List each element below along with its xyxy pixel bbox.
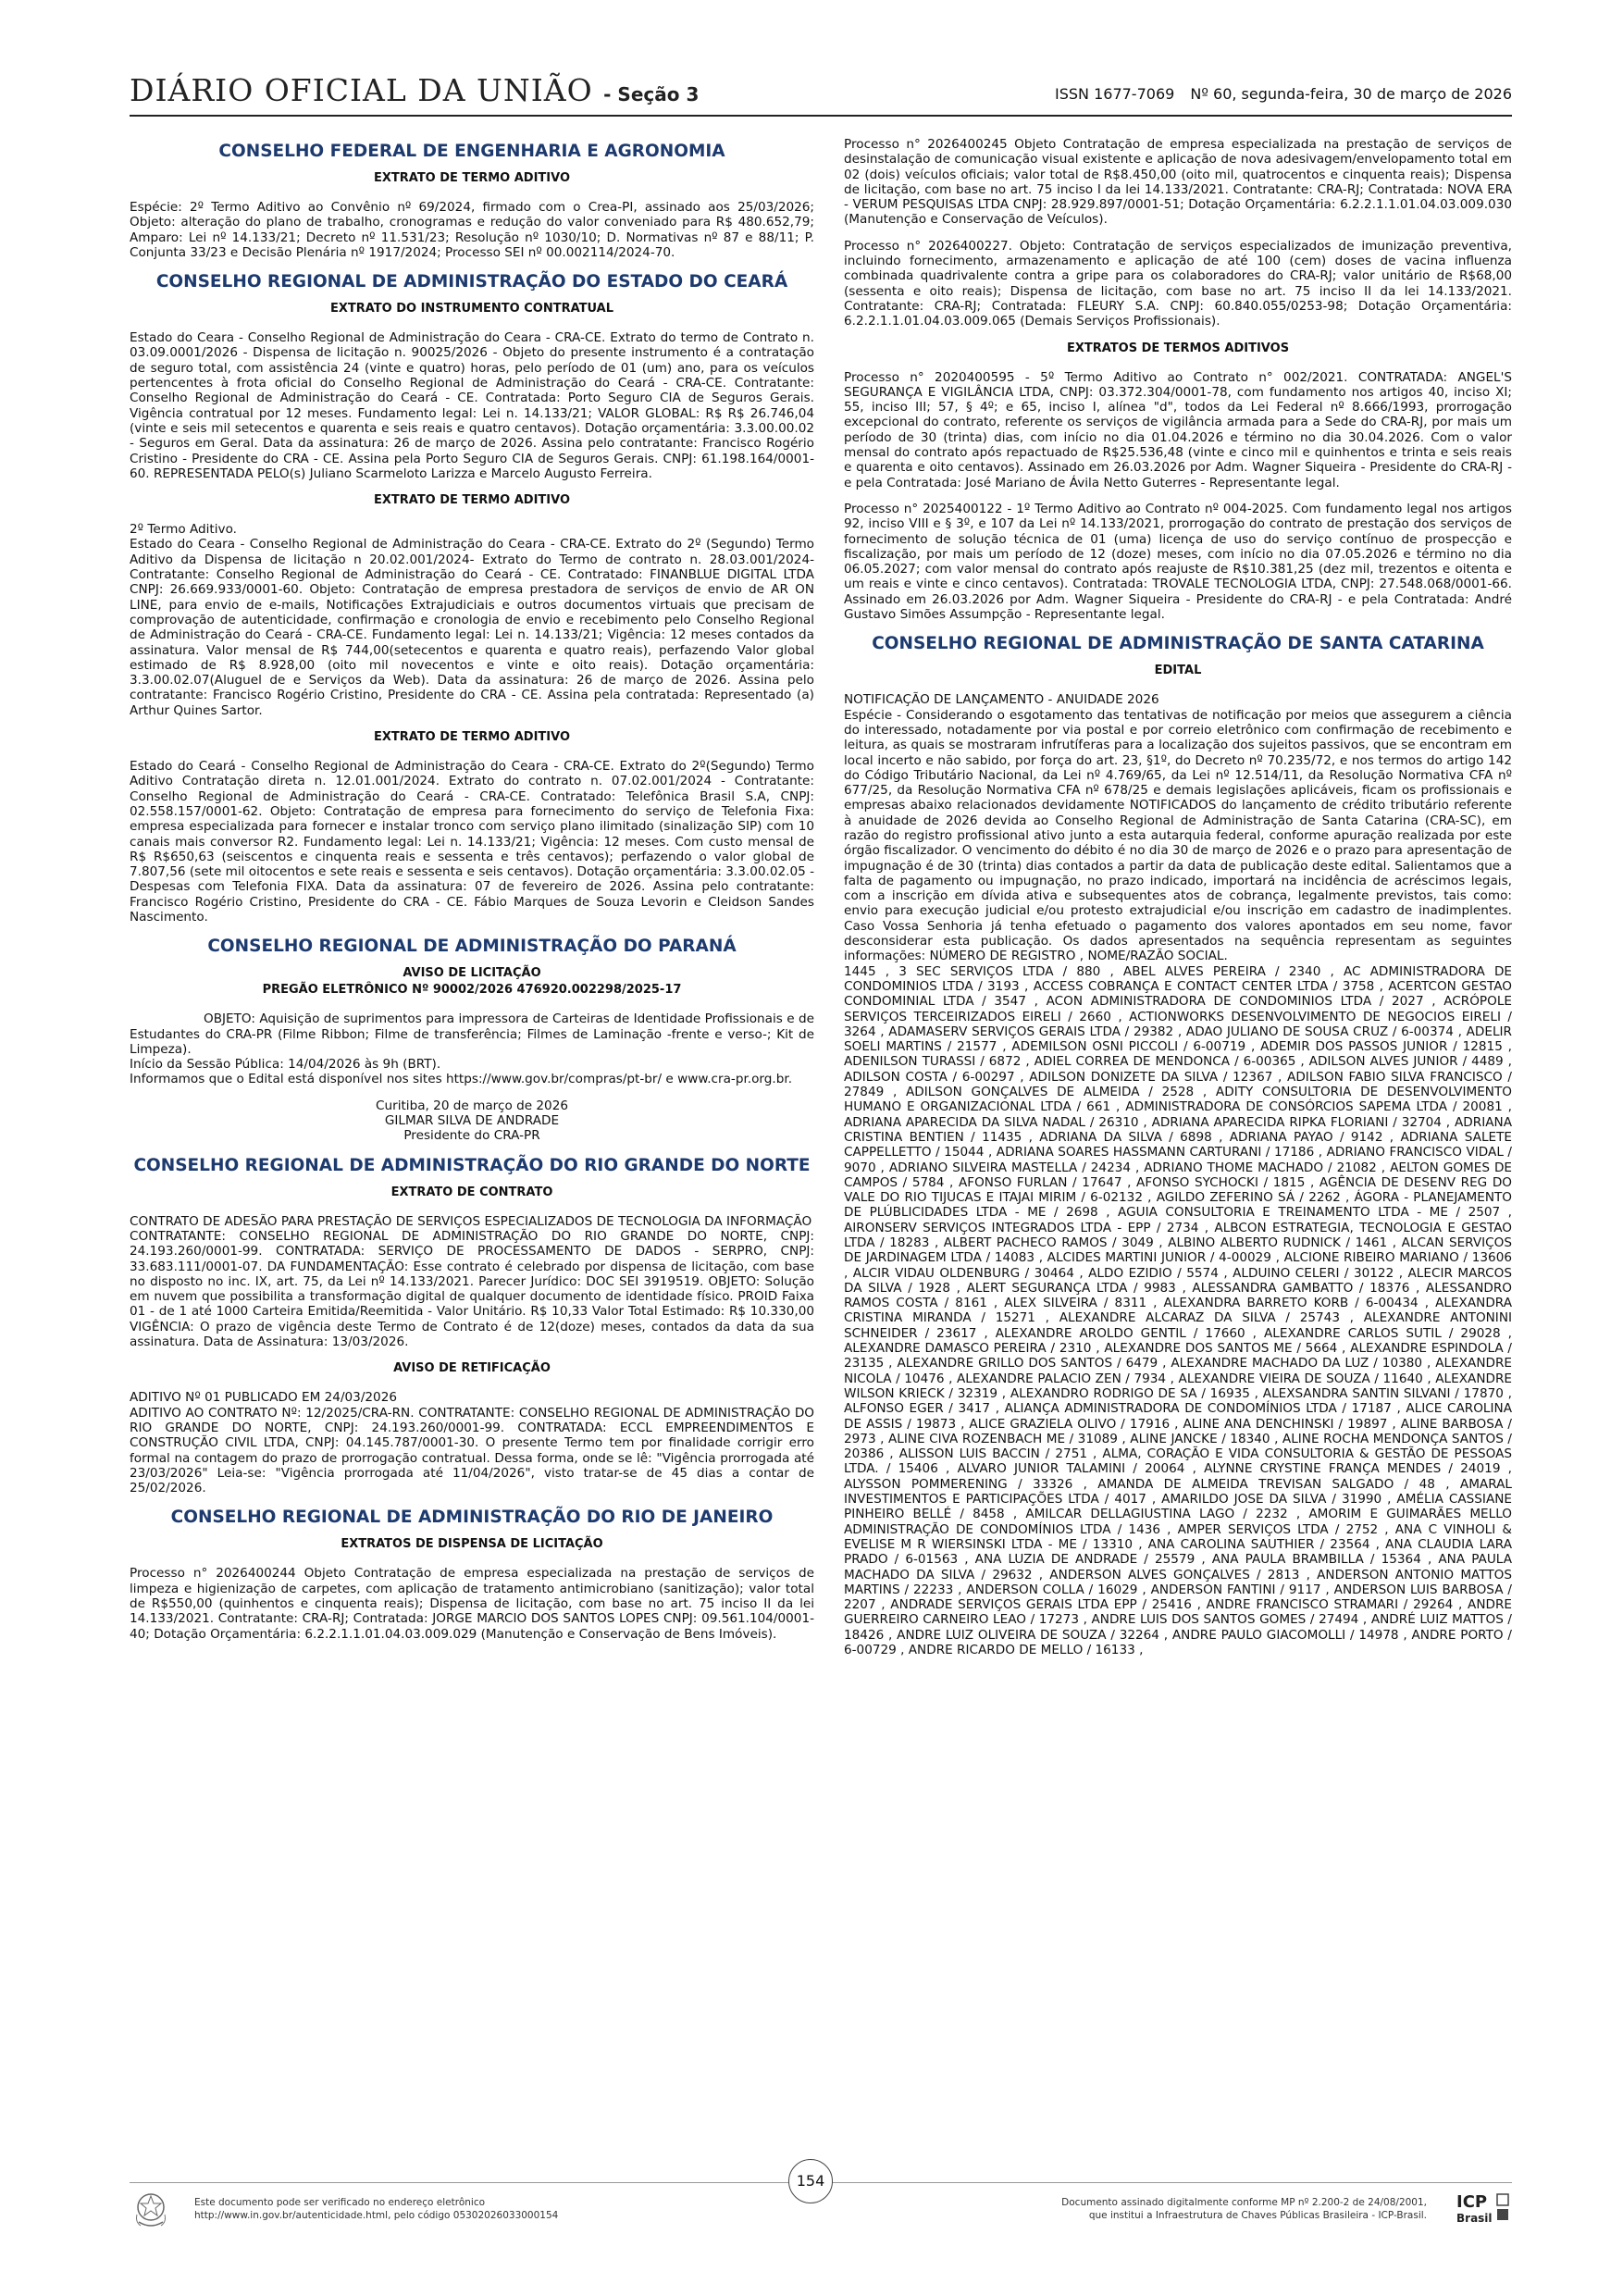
act-heading: EXTRATO DO INSTRUMENTO CONTRATUAL	[329, 302, 614, 316]
act-heading: EXTRATO DE CONTRATO	[390, 1185, 553, 1199]
act-text: OBJETO: Aquisição de suprimentos para impressora de Carteiras de Identidade Profissionais e de Estudantes do CRA-PR (Filme Ribbon; Filme de transferência; Filmes de Laminação -frente e verso-; Kit de Limpeza). Início da Sessão Pública: 14/04/2026 às 9h (BRT). Informamos que o Edital está disponível nos sites https://www.gov.br/compras/pt-br/ e www.cra-pr.org.br.	[130, 1011, 814, 1087]
org-heading: CONSELHO REGIONAL DE ADMINISTRAÇÃO DO RIO DE JANEIRO	[170, 1508, 774, 1528]
right-column	[844, 137, 1512, 2145]
page-number: 154	[788, 2159, 833, 2203]
act-text: Processo n° 2026400244 Objeto Contratação de empresa especializada na prestação de serviços de limpeza e higienização de carpetes, com aplicação de tratamento antimicrobiano (sanitização); valor total de R$550,00 (quinhentos e cinquenta reais); Dispensa de licitação, com base no art. 75 inciso II da lei 14.133/2021. Contratante: CRA-RJ; Contratada: JORGE MARCIO DOS SANTOS LOPES CNPJ: 09.561.104/0001-40; Dotação Orçamentária: 6.2.2.1.1.01.04.03.009.029 (Manutenção e Conservação de Bens Imóveis).	[130, 1566, 814, 1642]
act-text: Processo n° 2025400122 - 1º Termo Aditivo ao Contrato nº 004-2025. Com fundamento legal nos artigos 92, inciso VIII e § 3º, e 107 da Lei nº 14.133/2021, prorrogação do contrato de prestação dos serviços de fornecimento de solução técnica de 01 (uma) licença de uso do serviço contínuo de prospecção e fiscalização, por mais um período de 12 (doze) meses, com início no dia 07.05.2026 e término no dia 06.05.2027; com valor mensal do contrato após reajuste de R$10.381,25 (dez mil, trezentos e oitenta e um reais e vinte e cinco centavos). Contratada: TROVALE TECNOLOGIA LTDA, CNPJ: 27.548.068/0001-66. Assinado em 26.03.2026 por Adm. Wagner Siqueira - Presidente do CRA-RJ - e pela Contratada: André Gustavo Simões Assumpção - Representante legal.	[844, 501, 1512, 623]
act-heading: EXTRATO DE TERMO ADITIVO	[373, 171, 571, 185]
icp-label: ICP	[1456, 2192, 1488, 2212]
section-label: - Seção 3	[603, 83, 700, 105]
page-footer	[130, 2172, 1512, 2239]
act-heading: EDITAL	[1154, 664, 1202, 678]
publication-title	[130, 72, 699, 108]
act-text: Estado do Ceará - Conselho Regional de Administração do Ceara - CRA-CE. Extrato do 2º(Segundo) Termo Aditivo Contratação direta n. 12.01.001/2024. Extrato do contrato n. 07.02.001/2024 - Contratante: Conselho Regional de Administração do Ceará - CRA-CE. Contratado: Telefônica Brasil S.A, CNPJ: 02.558.157/0001-62. Objeto: Contratação de empresa para fornecimento do serviço de Telefonia Fixa: empresa especializada para fornecer e instalar tronco com serviço plano ilimitado (sinalização SIP) com 10 canais mais conversor R2. Fundamento legal: Lei n. 14.133/21; Vigência: 12 meses. Com custo mensal de R$ R$650,63 (seiscentos e cinquenta reais e sessenta e três centavos); perfazendo o valor global de 7.807,56 (sete mil oitocentos e sete reais e sessenta e seis centavos). Dotação orçamentária: 3.3.00.02.05 - Despesas com Telefonia FIXA. Data da assinatura: 07 de fevereiro de 2026. Assina pelo contratante: Francisco Rogério Cristino, Presidente do CRA - CE. Fábio Marques de Souza Levorin e Cleidson Sandes Nascimento.	[130, 759, 814, 925]
act-text: 2º Termo Aditivo. Estado do Ceara - Conselho Regional de Administração do Ceara - CRA-CE. Extrato do 2º (Segundo) Termo Aditivo da Dispensa de licitação n 20.02.001/2024- Extrato do Termo de contrato n. 28.03.001/2024- Contratante: Conselho Regional de Administração do Ceará - CE. Contratado: FINANBLUE DIGITAL LTDA CNPJ: 26.669.933/0001-60. Objeto: Contratação de empresa prestadora de serviços de envio de AR ON LINE, para envio de e-mails, Notificações Extrajudiciais e outros documentos virtuais que precisam de comprovação de autenticidade, confirmação e cronologia de envio e recebimento pelo Conselho Regional de Administração do Ceará - CRA-CE. Fundamento legal: Lei n. 14.133/21; Vigência: 12 meses contados da assinatura. Valor mensal de R$ 744,00(setecentos e quarenta e quatro reais), perfazendo Valor global estimado de R$ 8.928,00 (oito mil novecentos e vinte e oito reais). Dotação orçamentária: 3.3.00.02.07(Aluguel de e Serviços da Web). Data da assinatura: 26 de março de 2026. Assina pelo contratante: Francisco Rogério Cristino, Presidente do CRA - CE. Assina pela contratada: Representado (a) Arthur Quines Sartor.	[130, 522, 814, 718]
act-text: Processo n° 2026400245 Objeto Contratação de empresa especializada na prestação de serviços de desinstalação de comunicação visual existente e aplicação de nova adesivagem/envelopamento total em 02 (dois) veículos oficiais; valor total de R$8.450,00 (oito mil, quatrocentos e cinquenta reais); Dispensa de licitação, com base no art. 75 inciso I da lei 14.133/2021. Contratante: CRA-RJ; Contratada: NOVA ERA - VERUM PESQUISAS LTDA CNPJ: 28.929.897/0001-51; Dotação Orçamentária: 6.2.2.1.1.01.04.03.009.030 (Manutenção e Conservação de Veículos).	[844, 137, 1512, 228]
org-heading: CONSELHO REGIONAL DE ADMINISTRAÇÃO DO PARANÁ	[207, 937, 737, 957]
act-text: Estado do Ceara - Conselho Regional de Administração do Ceara - CRA-CE. Extrato do termo de Contrato n. 03.09.0001/2026 - Dispensa de licitação n. 90025/2026 - Objeto do presente instrumento é a contratação de seguro total, com assistência 24 (vinte e quatro) horas, pelo período de 01 (um) ano, para os veículos pertencentes à frota oficial do Conselho Regional de Administração do Ceará - CRA-CE. Contratante: Conselho Regional de Administração do Ceará - CE. Contratada: Porto Seguro CIA de Seguros Gerais. Vigência contratual por 12 meses. Fundamento legal: Lei n. 14.133/21; VALOR GLOBAL: R$ R$ 26.746,04 (vinte e seis mil setecentos e quarenta e seis reais e quatro centavos). Dotação orçamentária: 3.3.00.00.02 - Seguros em Geral. Data da assinatura: 26 de março de 2026. Assina pelo contratante: Francisco Rogério Cristino - Presidente do CRA - CE. Assina pela Porto Seguro CIA de Seguros Gerais. CNPJ: 61.198.164/0001-60. REPRESENTADA PELO(s) Juliano Scarmeloto Larizza e Marcelo Augusto Ferreira.	[130, 330, 814, 481]
act-text: Espécie: 2º Termo Aditivo ao Convênio nº 69/2024, firmado com o Crea-PI, assinado aos 25/03/2026; Objeto: alteração do plano de trabalho, cronogramas e redução do valor conveniado para R$ 480.652,79; Amparo: Lei nº 14.133/21; Decreto nº 11.531/23; Resolução nº 1030/10; D. Normativas nº 87 e 88/11; P. Conjunta 33/23 e Decisão Plenária nº 1917/2024; Processo SEI nº 00.002114/2024-70.	[130, 200, 814, 260]
block-cra-rn	[130, 1155, 814, 1496]
act-text: ADITIVO Nº 01 PUBLICADO EM 24/03/2026 ADITIVO AO CONTRATO Nº: 12/2025/CRA-RN. CONTRATANTE: CONSELHO REGIONAL DE ADMINISTRAÇÃO DO RIO GRANDE DO NORTE, CNPJ: 24.193.260/0001-99. CONTRATADA: ECCL EMPREENDIMENTOS E CONSTRUÇÃO CIVIL LTDA, CNPJ: 04.145.787/0001-30. O presente Termo tem por finalidade corrigir erro formal na contagem do prazo de prorrogação contratual. Dessa forma, onde se lê: "Vigência prorrogada até 23/03/2026" Leia-se: "Vigência prorrogada até 11/04/2026", visto tratar-se de 45 dias a contar de 25/02/2026.	[130, 1390, 814, 1496]
digital-signature-note: Documento assinado digitalmente conforme MP nº 2.200-2 de 24/08/2001, que institui a Infraestrutura de Chaves Públicas Brasileira - ICP-Brasil.	[1061, 2197, 1427, 2221]
act-heading: EXTRATO DE TERMO ADITIVO	[373, 730, 571, 745]
title-text: DIÁRIO OFICIAL DA UNIÃO	[130, 72, 593, 108]
block-cra-ce	[130, 271, 814, 925]
act-text: Processo n° 2026400227. Objeto: Contratação de serviços especializados de imunização preventiva, incluindo fornecimento, armazenamento e aplicação de até 100 (cem) doses de vacina influenza combinada quadrivalente contra a gripe para os colaboradores do CRA-RJ; valor unitário de R$68,00 (sessenta e oito reais); Dispensa de licitação, com base no art. 75 inciso II da lei 14.133/2021. Contratante: CRA-RJ; Contratada: FLEURY S.A. CNPJ: 60.840.055/0253-98; Dotação Orçamentária: 6.2.2.1.1.01.04.03.009.065 (Demais Serviços Profissionais).	[844, 238, 1512, 329]
org-heading: CONSELHO REGIONAL DE ADMINISTRAÇÃO DE SANTA CATARINA	[872, 634, 1484, 654]
act-heading: EXTRATO DE TERMO ADITIVO	[373, 493, 571, 508]
page-header	[130, 72, 1512, 117]
signature: Curitiba, 20 de março de 2026 GILMAR SILVA DE ANDRADE Presidente do CRA-PR	[376, 1098, 568, 1144]
act-heading: AVISO DE RETIFICAÇÃO	[393, 1361, 551, 1376]
icp-brasil-logo-icon	[1455, 2189, 1512, 2235]
org-heading: CONSELHO FEDERAL DE ENGENHARIA E AGRONOMIA	[218, 142, 725, 161]
left-column	[130, 137, 814, 2145]
block-cra-pr	[130, 936, 814, 1143]
brasil-label: Brasil	[1456, 2212, 1493, 2225]
verification-note: Este documento pode ser verificado no endereço eletrônico http://www.in.gov.br/autenticidade.html, pelo código 05302026033000154	[194, 2197, 559, 2221]
act-heading: AVISO DE LICITAÇÃO PREGÃO ELETRÔNICO Nº 90002/2026 476920.002298/2025-17	[262, 966, 682, 998]
notified-list: 1445 , 3 SEC SERVIÇOS LTDA / 880 , ABEL ALVES PEREIRA / 2340 , AC ADMINISTRADORA DE CONDOMINIOS LTDA / 3193 , ACCESS COBRANÇA E CONTACT CENTER LTDA / 3758 , ACERTCON GESTAO CONDOMINIAL LTDA / 3547 , ACON ADMINISTRADORA DE CONDOMINIOS LTDA / 2027 , ACRÓPOLE SERVIÇOS TERCEIRIZADOS EIRELI / 2660 , ACTIONWORKS DESENVOLVIMENTO DE NEGOCIOS EIRELI / 3264 , ADAMASERV SERVIÇOS GERAIS LTDA / 29382 , ADAO JULIANO DE SOUSA CRUZ / 6-00374 , ADELIR SOELI MARTINS / 21577 , ADEMILSON OSNI PICCOLI / 6-00719 , ADEMIR DOS PASSOS JUNIOR / 12815 , ADENILSON TURASSI / 6872 , ADIEL CORREA DE MENDONCA / 6-00365 , ADILSON ALVES JUNIOR / 4489 , ADILSON COSTA / 6-00297 , ADILSON DONIZETE DA SILVA / 12367 , ADILSON FABIO SILVA FRANCISCO / 27849 , ADILSON GONÇALVES DE ALMEIDA / 2528 , ADITY CONSULTORIA DE DESENVOLVIMENTO HUMANO E ORGANIZACIONAL LTDA / 661 , ADMINISTRADORA DE CONSÓRCIOS SAPEMA LTDA / 20081 , ADRIANA APARECIDA DA SILVA NADAL / 26310 , ADRIANA APARECIDA RIPKA FLORIANI / 32704 , ADRIANA CRISTINA BENTIEN / 11435 , ADRIANA DA SILVA / 6898 , ADRIANA PAYAO / 9142 , ADRIANA SALETE CAPPELLETTO / 15044 , ADRIANA SOARES HASSMANN CARTURANI / 17186 , ADRIANO FRANCISCO VIDAL / 9070 , ADRIANO SILVEIRA MASTELLA / 24234 , ADRIANO THOME MACHADO / 21082 , AELTON GOMES DE CAMPOS / 5784 , AFONSO FURLAN / 17647 , AFONSO SYCHOCKI / 1815 , AGÊNCIA DE DESENV REG DO VALE DO RIO TIJUCAS E ITAJAI MIRIM / 6-02132 , AGILDO ZEFERINO SÁ / 2262 , ÁGORA - PLANEJAMENTO DE PLÚBLICIDADES LTDA - ME / 2698 , AGUIA CONSULTORIA E TREINAMENTO LTDA - ME / 2507 , AIRONSERV SERVIÇOS INTEGRADOS LTDA - EPP / 2734 , ALBCON ESTRATEGIA, TECNOLOGIA E GESTAO LTDA / 18283 , ALBERT PACHECO RAMOS / 3049 , ALBINO ALBERTO RUDNICK / 1461 , ALCAN SERVIÇOS DE JARDINAGEM LTDA / 14083 , ALCIDES MARTINI JUNIOR / 4-00029 , ALCIONE RIBEIRO MARIANO / 13606 , ALCIR VIDAU OLDENBURG / 30464 , ALDO EZIDIO / 5574 , ALDUINO CELERI / 30122 , ALECIR MARCOS DA SILVA / 1928 , ALERT SEGURANÇA LTDA / 9983 , ALESSANDRA GAMBATTO / 18376 , ALESSANDRO RAMOS COSTA / 8161 , ALEX SILVEIRA / 8311 , ALEXANDRA BARRETO KORB / 6-00434 , ALEXANDRA CRISTINA MIRANDA / 15271 , ALEXANDRE ALCARAZ DA SILVA / 25743 , ALEXANDRE ANTONINI SCHNEIDER / 23617 , ALEXANDRE AROLDO GENTIL / 17660 , ALEXANDRE CARLOS SUTIL / 29028 , ALEXANDRE DAMASCO PEREIRA / 2310 , ALEXANDRE DOS SANTOS ME / 5664 , ALEXANDRE ESPINDOLA / 23135 , ALEXANDRE GRILLO DOS SANTOS / 6479 , ALEXANDRE MACHADO DA LUZ / 10380 , ALEXANDRE NICOLA / 10476 , ALEXANDRE PALACIO ZEN / 7934 , ALEXANDRE VIEIRA DE SOUZA / 11640 , ALEXANDRE WILSON KRIECK / 32319 , ALEXANDRO RODRIGO DE SA / 16935 , ALEXSANDRA SANTIN SILVANI / 17870 , ALFONSO EGER / 3417 , ALIANÇA ADMINISTRADORA DE CONDOMÍNIOS LTDA / 17187 , ALICE CAROLINA DE ASSIS / 19873 , ALICE GRAZIELA OLIVO / 17916 , ALINE ANA DENCHINSKI / 19897 , ALINE BARBOSA / 2973 , ALINE CIVA ROZENBACH ME / 31089 , ALINE JANCKE / 18340 , ALINE ROCHA MENDONÇA SANTOS / 20386 , ALISSON LUIS BACCIN / 2751 , ALMA, CORAÇÃO E VIDA CONSULTORIA & GESTÃO DE PESSOAS LTDA. / 15406 , ALVARO JUNIOR TALAMINI / 20064 , ALYNNE CRYSTINE FRANÇA MENDES / 24019 , ALYSSON POMMERENING / 33326 , AMANDA DE ALMEIDA TREVISAN SALGADO / 48 , AMARAL INVESTIMENTOS E PARTICIPAÇÕES LTDA / 4017 , AMARILDO JOSE DA SILVA / 31990 , AMÉLIA CASSIANE PINHEIRO BELLÉ / 8458 , AMILCAR DELLAGIUSTINA LAGO / 2232 , AMORIM E GUIMARÃES MELLO ADMINISTRAÇÃO DE CONDOMÍNIOS LTDA / 1436 , AMPER SERVIÇOS LTDA / 2752 , ANA C VINHOLI & EVELISE M R WIERSINSKI LTDA - ME / 13310 , ANA CAROLINA SAUTHIER / 23564 , ANA CLAUDIA LARA PRADO / 6-01563 , ANA LUZIA DE ANDRADE / 25579 , ANA PAULA BRAMBILLA / 15364 , ANA PAULA MACHADO DA SILVA / 29632 , ANDERSON ALVES GONÇALVES / 2813 , ANDERSON ANTONIO MATTOS MARTINS / 22233 , ANDERSON COLLA / 16029 , ANDERSON FANTINI / 9117 , ANDERSON LUIS BARBOSA / 2207 , ANDRADE SERVIÇOS GERAIS LTDA EPP / 25416 , ANDRE FRANCISCO STRAMARI / 29264 , ANDRE GUERREIRO CARNEIRO LEAO / 17273 , ANDRE LUIS DOS SANTOS GOMES / 27494 , ANDRÉ LUIZ MATTOS / 18426 , ANDRE LUIZ OLIVEIRA DE SOUZA / 32264 , ANDRE PAULO GIACOMOLLI / 14978 , ANDRE PORTO / 6-00729 , ANDRE RICARDO DE MELLO / 16133 ,	[844, 963, 1512, 1658]
act-heading: EXTRATOS DE TERMOS ADITIVOS	[1066, 341, 1290, 355]
org-heading: CONSELHO REGIONAL DE ADMINISTRAÇÃO DO ESTADO DO CEARÁ	[155, 272, 788, 292]
issn: ISSN 1677-7069	[1055, 85, 1175, 103]
issue-info: Nº 60, segunda-feira, 30 de março de 2026	[1190, 85, 1512, 103]
org-heading: CONSELHO REGIONAL DE ADMINISTRAÇÃO DO RIO GRANDE DO NORTE	[133, 1155, 811, 1175]
act-text: Processo n° 2020400595 - 5º Termo Aditivo ao Contrato n° 002/2021. CONTRATADA: ANGEL'S SEGURANÇA E VIGILÂNCIA LTDA, CNPJ: 03.372.304/0001-78, com fundamento nos artigos 40, inciso XI; 55, inciso III; 57, § 4º; e 65, inciso I, alínea "d", todos da Lei Federal nº 8.666/1993, prorrogação excepcional do contrato, referente os serviços de vigilância armada para a Sede do CRA-RJ, por mais um período de 30 (trinta) dias, com início no dia 01.04.2026 e término no dia 30.04.2026. Com o valor mensal do contrato após repactuado de R$25.536,48 (vinte e cinco mil e quinhentos e trinta e seis reais e quarenta e oito centavos). Assinado em 26.03.2026 por Adm. Wagner Siqueira - Presidente do CRA-RJ - e pela Contratada: José Mariano de Ávila Netto Guterres - Representante legal.	[844, 369, 1512, 490]
edital-text: NOTIFICAÇÃO DE LANÇAMENTO - ANUIDADE 2026 Espécie - Considerando o esgotamento das tentativas de notificação por meios que assegurem a ciência do interessado, notadamente por via postal e por correio eletrônico com confirmação de recebimento e leitura, as quais se mostraram infrutíferas para a localização dos sujeitos passivos, que se encontram em local incerto e não sabido, por força do art. 23, §1º, do Decreto nº 70.235/72, e nos termos do artigo 142 do Código Tributário Nacional, da Lei nº 4.769/65, da Lei nº 12.514/11, da Resolução Normativa CFA nº 677/25, da Resolução Normativa CFA nº 678/25 e demais legislações aplicáveis, ficam os profissionais e empresas abaixo relacionados devidamente NOTIFICADOS do lançamento de crédito tributário referente à anuidade de 2026 devida ao Conselho Regional de Administração de Santa Catarina (CRA-SC), em razão do registro profissional ativo junto a esta autarquia federal, conforme apuração realizada por este órgão fiscalizador. O vencimento do débito é no dia 30 de março de 2026 e o prazo para apresentação de impugnação é de 30 (trinta) dias contados a partir da data de publicação deste edital. Salientamos que a falta de pagamento ou impugnação, no prazo indicado, importará na incidência de acréscimos legais, com a inscrição em dívida ativa e subsequentes atos de cobrança, legalmente previstos, tais como: envio para execução judicial e/ou protesto extrajudicial e/ou inscrição em cadastro de inadimplentes. Caso Vossa Senhoria já tenha efetuado o pagamento dos valores apontados em seu nome, favor desconsiderar esta publicação. Os dados apresentados na sequência representam as seguintes informações: NÚMERO DE REGISTRO , NOME/RAZÃO SOCIAL.	[844, 692, 1512, 964]
block-confea	[130, 141, 814, 260]
act-heading: EXTRATOS DE DISPENSA DE LICITAÇÃO	[341, 1537, 603, 1552]
block-cra-rj	[130, 1507, 814, 1641]
act-text: CONTRATO DE ADESÃO PARA PRESTAÇÃO DE SERVIÇOS ESPECIALIZADOS DE TECNOLOGIA DA INFORMAÇÃO CONTRATANTE: CONSELHO REGIONAL DE ADMINISTRAÇÃO DO RIO GRANDE DO NORTE, CNPJ: 24.193.260/0001-99. CONTRATADA: SERVIÇO DE PROCESSAMENTO DE DADOS - SERPRO, CNPJ: 33.683.111/0001-07. DA FUNDAMENTAÇÃO: Esse contrato é celebrado por dispensa de licitação, com base no disposto no inc. IX, art. 75, da Lei nº 14.133/2021. Parecer Jurídico: DOC SEI 3919519. OBJETO: Solução em nuvem que possibilita a transformação digital de qualquer documento de identidade físico. PROID Faixa 01 - de 1 até 1000 Carteira Emitida/Reemitida - Valor Unitário. R$ 10,33 Valor Total Estimado: R$ 10.330,00 VIGÊNCIA: O prazo de vigência deste Termo de Contrato é de 12(doze) meses, contados da data da sua assinatura. Data de Assinatura: 13/03/2026.	[130, 1213, 814, 1350]
coat-of-arms-icon	[133, 2191, 168, 2231]
